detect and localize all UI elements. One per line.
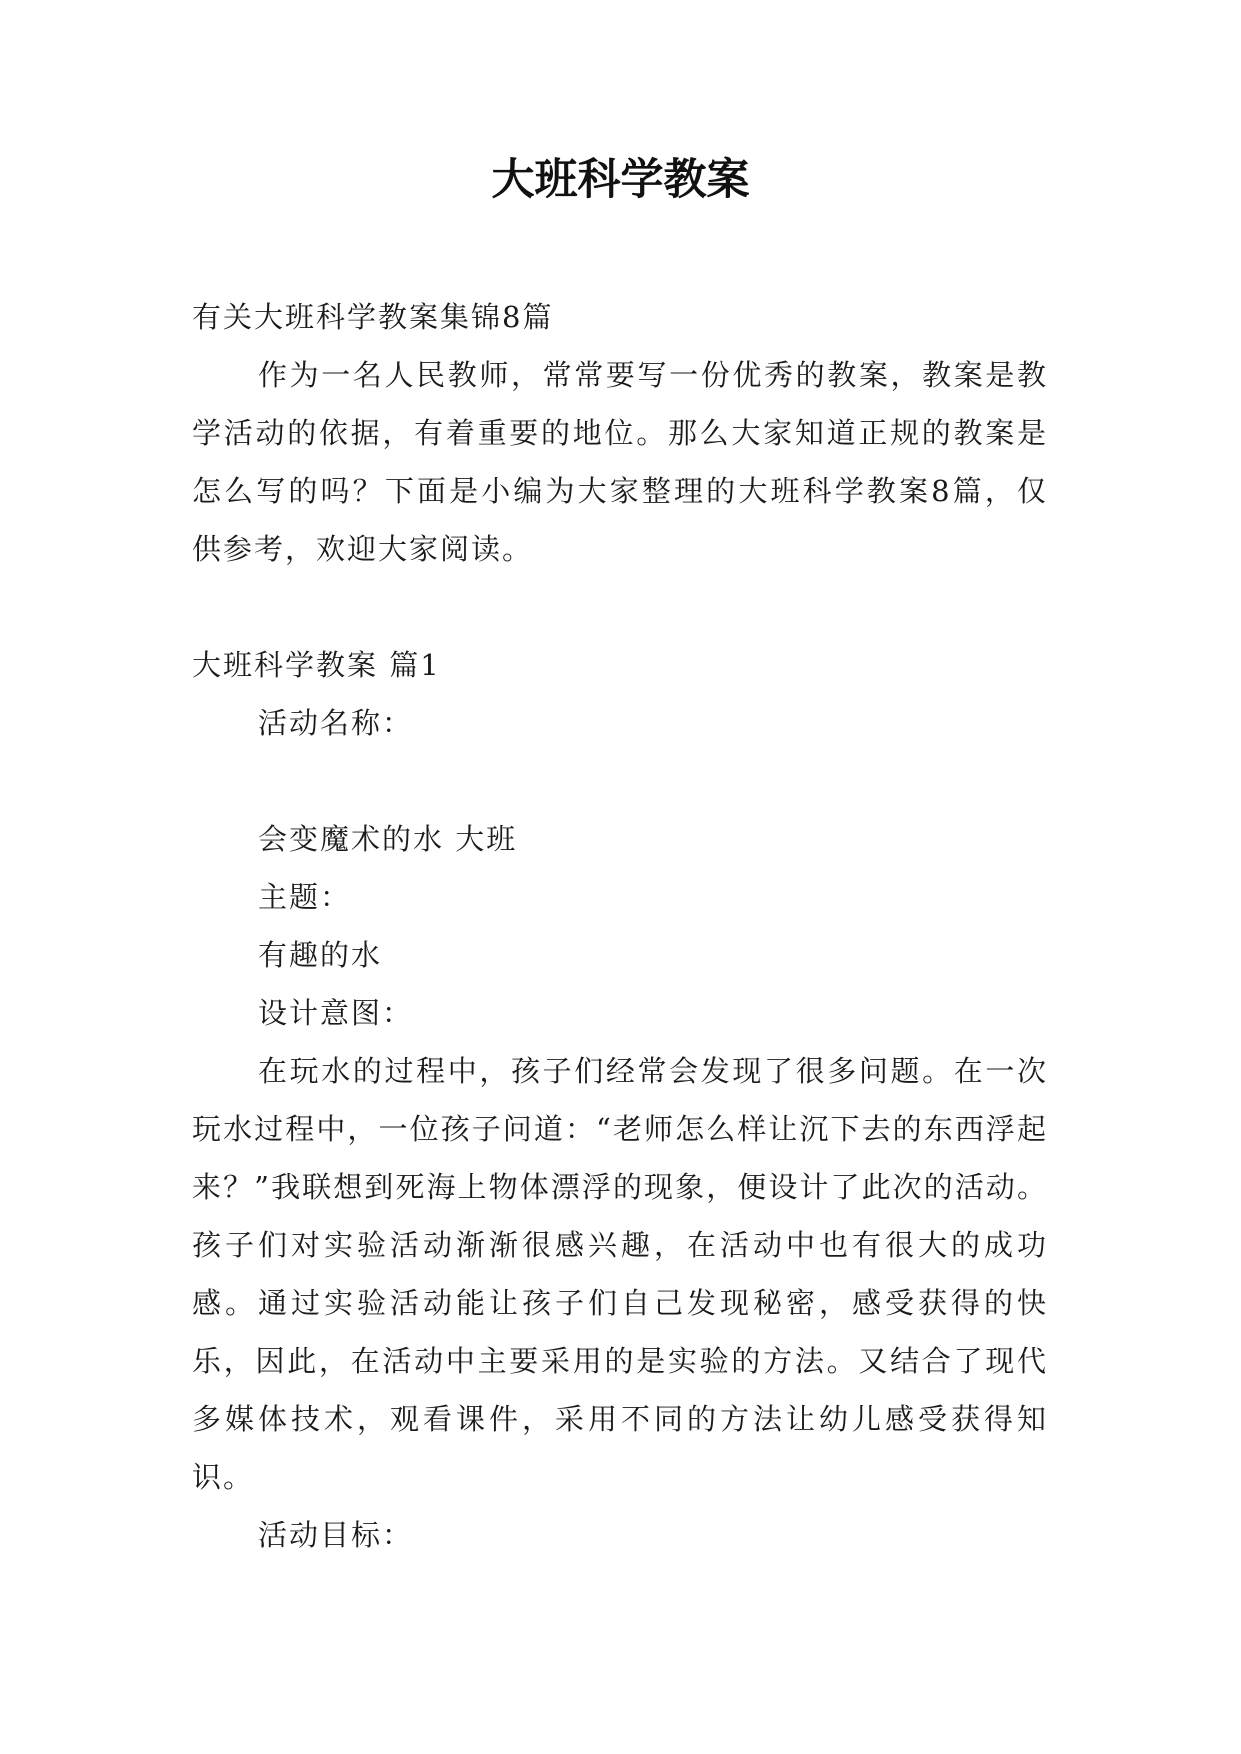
theme-label: 主题： (258, 880, 352, 914)
document-body (192, 288, 1048, 1564)
document-subtitle: 有关大班科学教案集锦8篇 (192, 300, 554, 334)
document-title: 大班科学教案 (491, 155, 750, 205)
spacer (192, 578, 1048, 636)
theme-value: 有趣的水 (258, 938, 383, 972)
spacer (192, 752, 1048, 810)
intro-paragraph: 作为一名人民教师，常常要写一份优秀的教案，教案是教学活动的依据，有着重要的地位。那么大家知道正规的教案是怎么写的吗？下面是小编为大家整理的大班科学教案8篇，仅供参考，欢迎大家阅读。 (192, 358, 1048, 566)
goal-label: 活动目标： (258, 1518, 414, 1552)
activity-name: 会变魔术的水 大班 (258, 822, 518, 856)
design-paragraph: 在玩水的过程中，孩子们经常会发现了很多问题。在一次玩水过程中，一位孩子问道：“老师怎么样让沉下去的东西浮起来？”我联想到死海上物体漂浮的现象，便设计了此次的活动。 孩子们对实验活动渐渐很感兴趣，在活动中也有很大的成功感。通过实验活动能让孩子们自己发现秘密，感受获得的快乐，因此，在活动中主要采用的是实验的方法。又结合了现代多媒体技术，观看课件，采用不同的方法让幼儿感受获得知识。 (192, 1054, 1048, 1494)
activity-name-label: 活动名称： (258, 706, 414, 740)
section-heading: 大班科学教案 篇1 (192, 648, 441, 682)
design-label: 设计意图： (258, 996, 414, 1030)
